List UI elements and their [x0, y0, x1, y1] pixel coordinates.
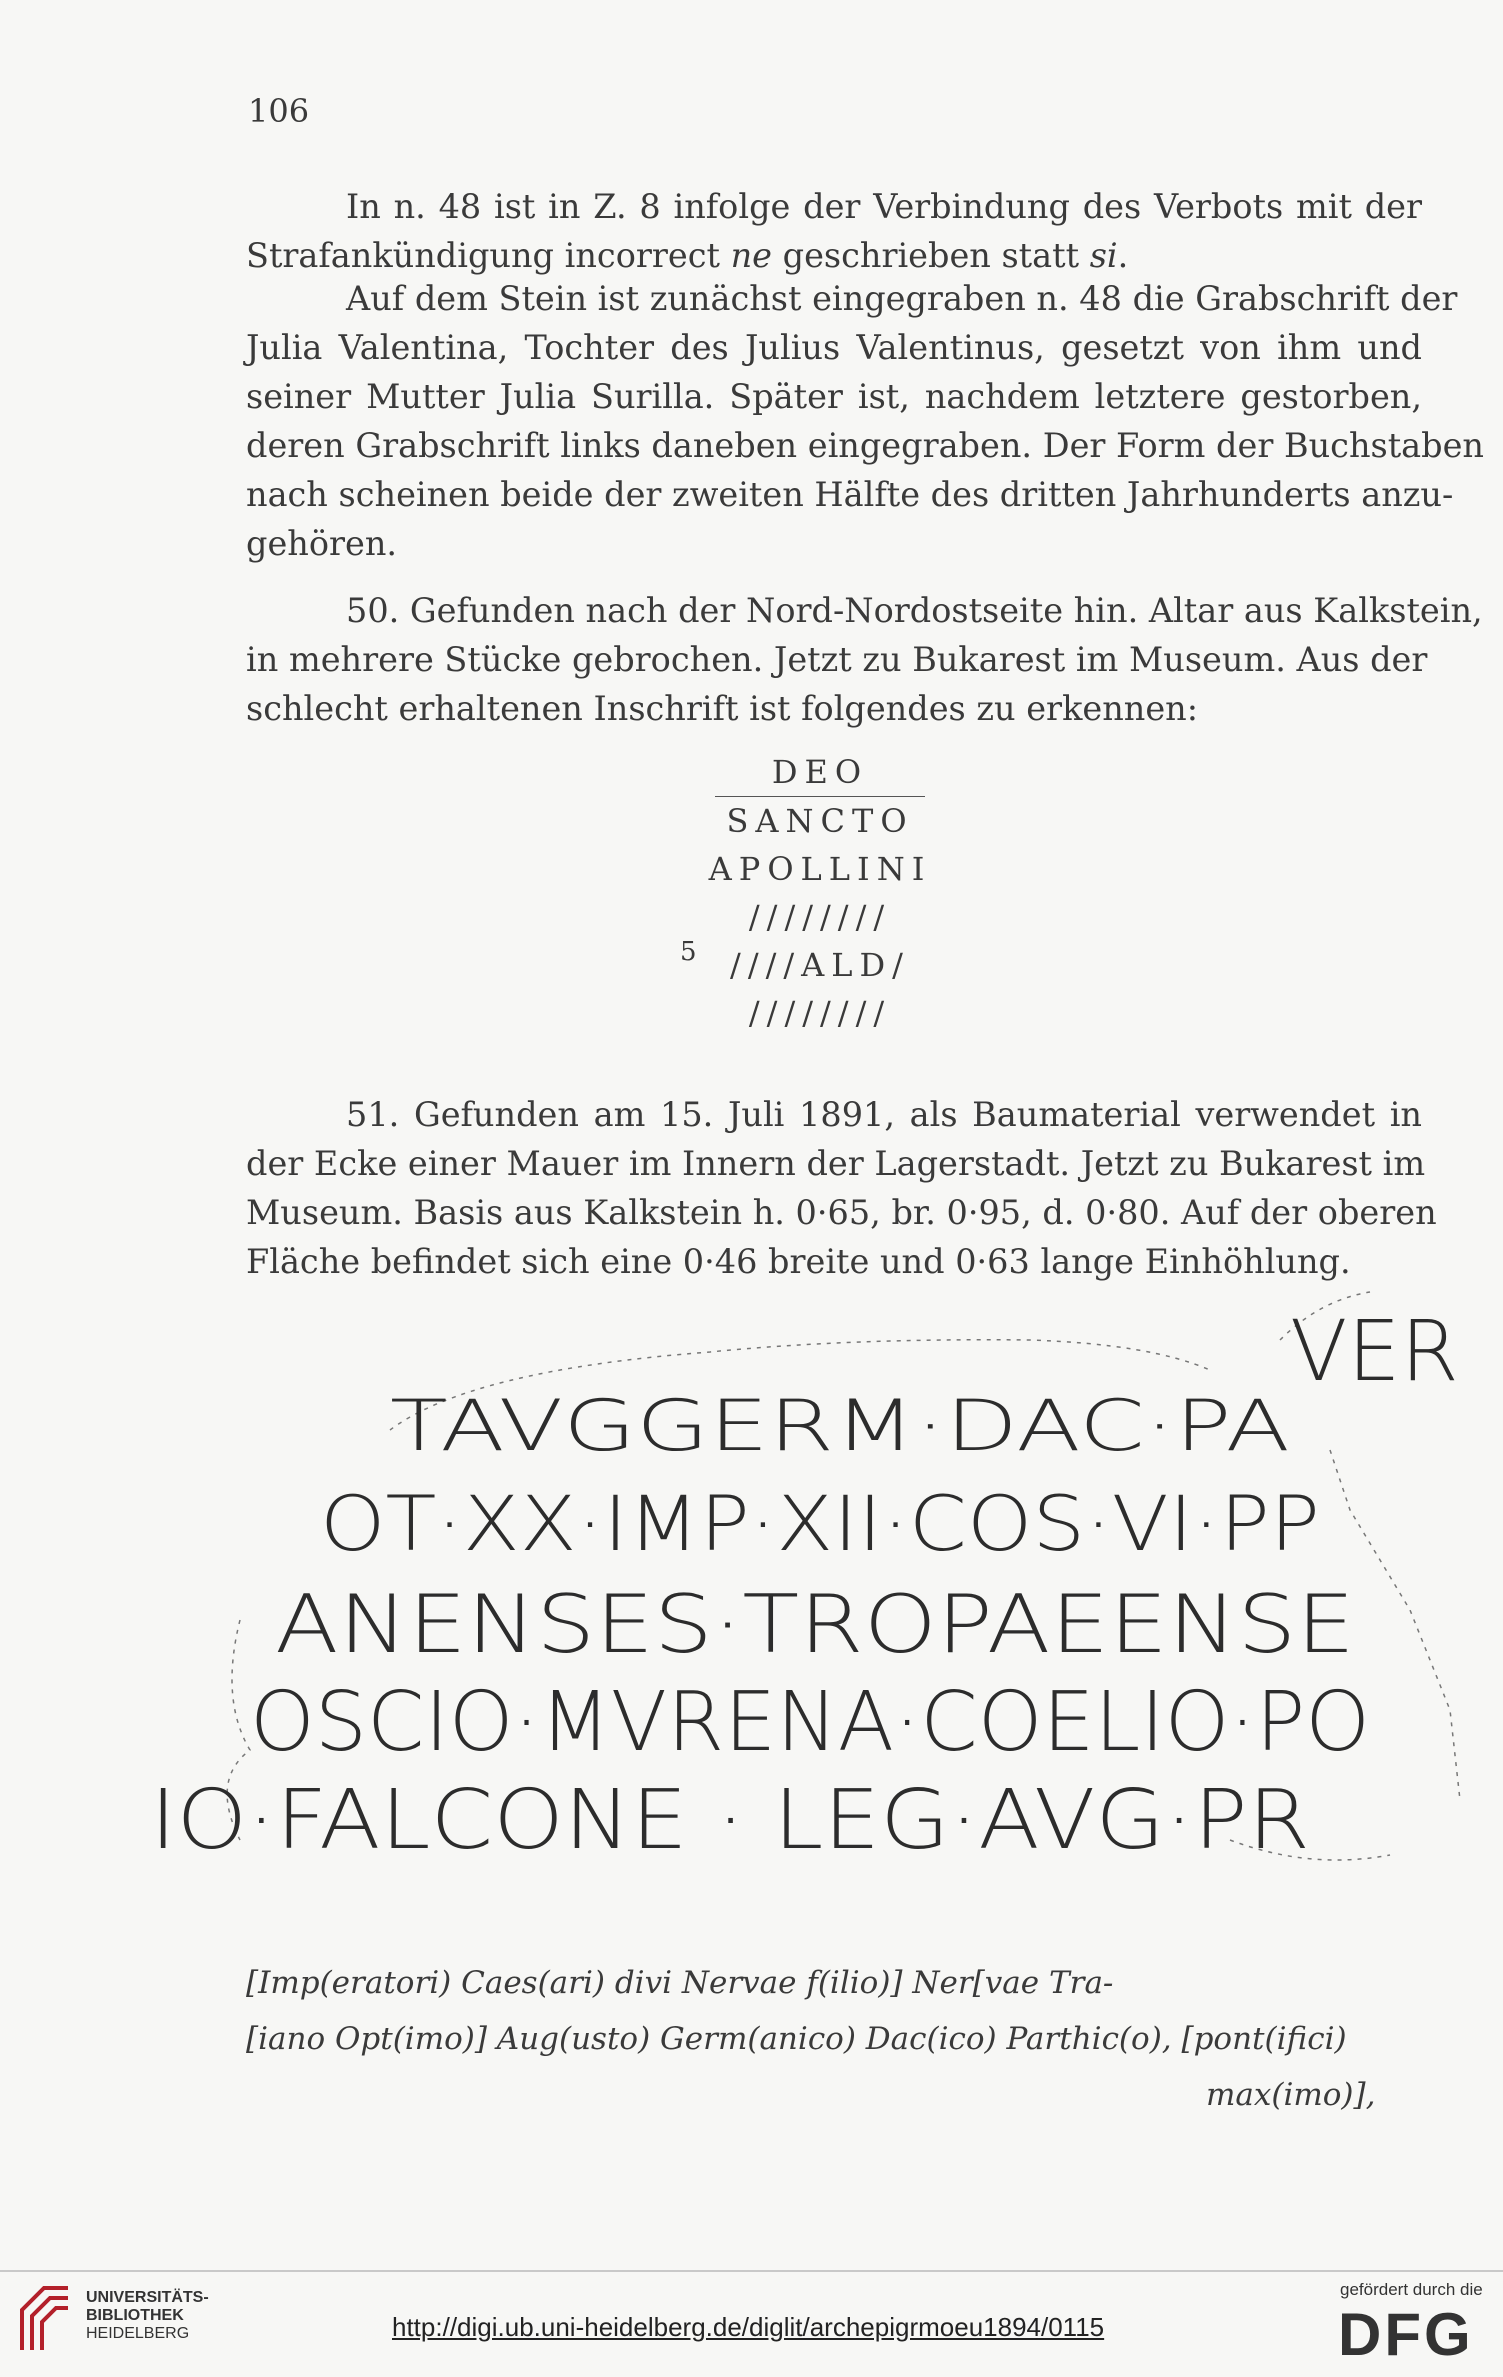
text-line: schlecht erhaltenen Inschrift ist folgendes zu erkennen:: [246, 689, 1199, 728]
permalink-url[interactable]: http://digi.ub.uni-heidelberg.de/diglit/archepigrmoeu1894/0115: [392, 2312, 1105, 2342]
inscription-50: [660, 748, 980, 1037]
funding-label: gefördert durch die: [1340, 2280, 1483, 2299]
text-line: Fläche befindet sich eine 0·46 breite und 0·63 lange Einhöhlung.: [246, 1242, 1351, 1281]
text-line: deren Grabschrift links daneben eingegraben. Der Form der Buchstaben: [246, 426, 1484, 465]
text-line: seiner Mutter Julia Surilla. Später ist, nachdem letztere gestorben,: [246, 377, 1422, 416]
text-line: Strafankündigung incorrect ne geschrieben statt si.: [246, 236, 1129, 275]
paragraph-2: [246, 274, 1484, 568]
inscription-line: ////ALD/: [730, 946, 910, 984]
transcription-line: [Imp(eratori) Caes(ari) divi Nervae f(ilio)] Ner[vae Tra-: [246, 1965, 1114, 2001]
inscription-line: TAVGGERM·DAC·PA: [390, 1385, 1290, 1467]
inscription-line: ANENSES·TROPAEENSE: [275, 1578, 1355, 1671]
inscription-line: SANCTO: [726, 802, 914, 840]
text-line: In n. 48 ist in Z. 8 infolge der Verbindung des Verbots mit der: [346, 187, 1422, 226]
inscription-line: DEO: [771, 753, 869, 791]
text-line: 51. Gefunden am 15. Juli 1891, als Baumaterial verwendet in: [346, 1095, 1422, 1134]
inscription-line: APOLLINI: [708, 850, 932, 888]
paragraph-4: [246, 1090, 1437, 1286]
text-line: nach scheinen beide der zweiten Hälfte des dritten Jahrhunderts anzu-: [246, 475, 1454, 514]
text-line: gehören.: [246, 524, 398, 563]
text-line: Museum. Basis aus Kalkstein h. 0·65, br. 0·95, d. 0·80. Auf der oberen: [246, 1193, 1437, 1232]
page-number: 106: [248, 92, 310, 130]
inscription-line: VER: [1290, 1302, 1459, 1400]
inscription-line: ////////: [748, 898, 892, 936]
university-library-name: UNIVERSITÄTS- BIBLIOTHEK HEIDELBERG: [86, 2289, 209, 2342]
transcription-line: max(imo)],: [1206, 2077, 1376, 2113]
text-line: in mehrere Stücke gebrochen. Jetzt zu Bukarest im Museum. Aus der: [246, 640, 1428, 679]
text-line: der Ecke einer Mauer im Innern der Lagerstadt. Jetzt zu Bukarest im: [246, 1144, 1426, 1183]
text-line: Julia Valentina, Tochter des Julius Valentinus, gesetzt von ihm und: [246, 328, 1422, 367]
dfg-logo: DFG: [1338, 2301, 1474, 2368]
transcription-line: [iano Opt(imo)] Aug(usto) Germ(anico) Dac(ico) Parthic(o), [pont(ifici): [246, 2021, 1347, 2057]
inscription-line: ////////: [748, 994, 892, 1032]
footer-divider: [0, 2270, 1503, 2272]
paragraph-3: [246, 586, 1483, 733]
text-line: Auf dem Stein ist zunächst eingegraben n. 48 die Grabschrift der: [346, 279, 1458, 318]
inscription-51-facsimile: [150, 1280, 1490, 1900]
inscription-line: IO·FALCONE · LEG·AVG·PR: [150, 1773, 1310, 1868]
text-line: 50. Gefunden nach der Nord-Nordostseite hin. Altar aus Kalkstein,: [346, 591, 1483, 630]
inscription-line: OT·XX·IMP·XII·COS·VI·PP: [320, 1479, 1320, 1568]
paragraph-1: [246, 182, 1422, 280]
inscription-line: OSCIO·MVRENA·COELIO·PO: [250, 1675, 1370, 1770]
university-library-logo-icon: [14, 2280, 76, 2356]
transcription: [246, 1955, 1422, 2123]
stone-drawing: [150, 1280, 1490, 1900]
inscription-line-number: 5: [680, 937, 697, 967]
